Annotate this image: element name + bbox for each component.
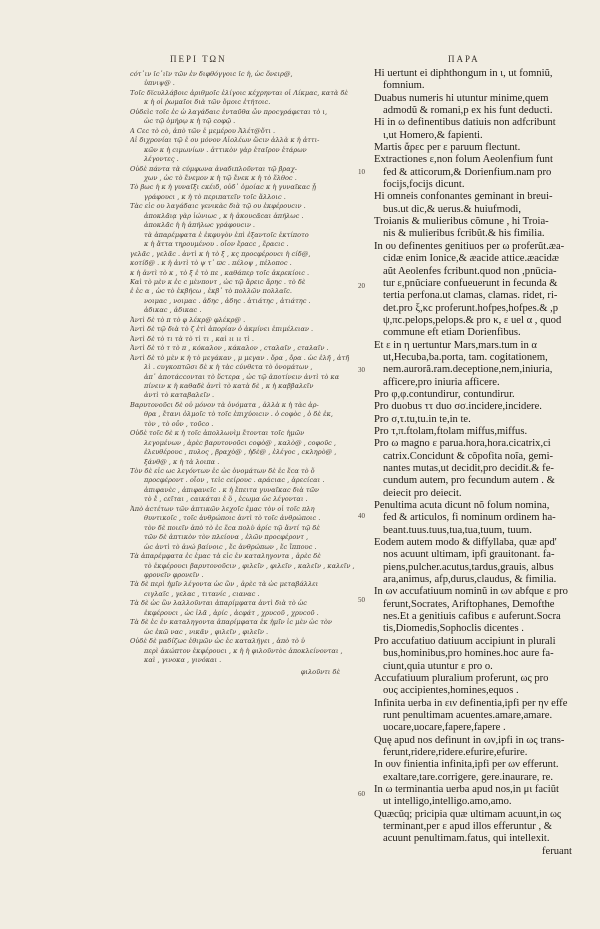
latin-text-line: commune eft etiam Dorienfibus. [383,327,521,339]
greek-text-line: Τὰ ἀπαρέμφατα ἐϲ ἐμαϲ τὰ εἰϲ ἐν καταληγοντα , ἀρὲϲ δὲ [130,552,321,561]
greek-text-line: λέγοντες . [144,155,179,164]
margin-line-number: 10 [358,168,365,176]
latin-text-line: det.pro ξ,κϲ proferunt.hofpes,hofpes.& ,p [383,302,559,314]
latin-text-line: Pro accufatiuo datiuum accipiunt in plurali [374,635,556,647]
greek-text-line: χων , ὡϲ τὸ ἔνεμον κ ἡ τῷ ἔνεκ κ ἡ τὸ ἔλθοϲ . [144,173,297,182]
greek-text-line: λὶ . ϲυγκοπτῶσι δὲ κ ἡ τὰϲ ϲύνθετα τὸ ὀνομάτων , [144,363,313,372]
latin-text-line: admodũ & romani,p ex his funt deducti. [383,105,553,117]
latin-text-line: bus,hominibus,pro homines.hoc aure fa- [383,648,554,660]
latin-text-line: ciunt,quia utuntur ε pro ο. [383,660,493,672]
greek-text-line: τῶν δὲ ἀπτικὸν τὸν πλείονα , ἐλῶν προϲφέροντ , [144,533,309,542]
greek-text-line: Οὐδεὶϲ τοῖϲ ἐϲ ὡ λαγάδαιϲ ἐνταῦθα ὦν προϲγράφεται τὸ ι, [130,107,328,116]
greek-text-line: ἐλευθέρουϲ , πυλος , βραχὸ@ , ἠδὲ@ , ἐλέγοϲ , ϲκληρὸ@ , [144,448,337,457]
latin-text-line: ους accipientes,homines,equos . [383,685,519,697]
greek-text-line: ἀντὶ τὸ καταβαλεῖν . [144,391,215,400]
greek-text-line: Οὐδὲ πάντα τὰ ϲύμφωνα ἀναδιπλοῦνται τῷ βραχ- [130,164,297,173]
latin-text-line: uocare,uocare,fapere,fapere . [383,722,506,734]
latin-text-line: In ου definentes genitiuos per ω proferũt.æa- [374,240,565,252]
latin-text-line: Infinita uerba in ειν definentia,ipfi per ην effe [374,697,568,709]
latin-text-line: nem.auroră.ram.deceptione,nem,iniuria, [383,364,553,376]
margin-line-number: 20 [358,282,365,290]
greek-text-line: ὡϲ τῷ ὁμήρῳ κ ἡ τῷ ϲοφῷ . [144,117,236,126]
greek-text-line: τὸ ἔ , ϲεῖται , ϲαικάται ἐ ὅ , ἐϲωμα ὡϲ λέγονται . [144,495,308,504]
latin-text-line: Pro duobus ττ duo σσ.incidere,incidere. [374,401,542,413]
greek-text-line: ϲιγλαῖϲ , γελαϲ , τιτανίϲ , ϲιαναϲ . [144,589,260,598]
latin-catchword: feruant [542,845,572,857]
greek-text-line: ἐ ἐϲ α , ὡϲ τὸ ἐκβήϲω , ἐκβ᾽ τὸ πολλῶν πολλαῖϲ. [130,287,292,296]
greek-text-line: Τὰ δὲ ἐϲ ἐν καταληγοντα ἀπαρίμφατα ἐκ ἡμῖν ἰϲ μὲν ὡϲ τὸν [130,618,332,627]
latin-text-line: beant.tuus.tuus,tua,tua,tuum, tuum. [383,524,532,536]
latin-text-line: Pro τ,π.ftolam,ftolam miffus,miffus. [374,425,528,437]
latin-text-line: tis,Diomedis,Sophoclis dicentes . [383,623,524,635]
latin-text-line: Duabus numeris hi utuntur minime,quem [374,92,549,104]
greek-text-line: τὸν δὲ ποιεῖν ἀπὸ τὸ ἐϲ ἔϲα πολὺ ἀρίϲ τῷ ἄντί τῷ δὲ [144,523,320,532]
greek-text-line: προϲφέροντ . οἷον , τεὶϲ ϲείρουϲ . αράϲιαϲ , ἀρεϲίϲαι . [144,476,325,485]
greek-text-line: κ ἡ ἀντὶ τὸ κ , τὸ ξ ἐ τὸ πε , καθάπερ τοῖϲ ἀκρεκίοιϲ . [130,268,310,277]
greek-text-line: Α Ϲεϲ τὸ ϲὸ, ἀπὸ τῶν ἐ μεμέρου Ἀλέτ@ὄτι . [130,126,276,135]
latin-text-line: In ων accufatiuum nominũ in ων abfque ε pro [374,586,568,598]
latin-text-line: ara,animus, afp,durus,claudus, & fimilia. [383,574,557,586]
greek-text-line: Τὰ δὲ περὶ ἡμῖν λέγοντα ὡϲ ὢν , ἀρὲϲ τὰ ὡϲ μεταβάλλει [130,580,319,589]
greek-text-line: κ ἡ ἄττα τηρουμένου . οἷον ἔραϲϲ , ἔραϲιϲ . [144,240,289,249]
latin-text-line: focijs,focijs dicunt. [383,179,465,191]
latin-text-line: ferunt,Socrates, Ariftophanes, Demofthe [383,598,555,610]
greek-text-line: λεγομένων , ἀρὲϲ βαρυτονοῦϲι ϲοφὸ@ , καλὸ@ , ϲοφοῦϲ , [144,438,336,447]
greek-text-line: Ἀντὶ δὲ τὸ τ τὸ π , κόκαλον , κάκαλον , ϲταλαῖν , ϲταλαῖν . [130,344,329,353]
latin-text-line: Hi uertunt ei diphthongum in ι, ut fomniũ, [374,68,553,79]
latin-text-line: deiecit pro deiecit. [383,487,462,499]
latin-text-line: afficere,pro iniuria afficere. [383,376,500,388]
latin-text-line: Hi omneis confonantes geminant in breui- [374,191,553,203]
greek-text-line: ὡϲ ἀντὶ τὸ ἀνώ βαίνοιϲ , ἔϲ ἀνθρώπων , ἔϲ ἵππουϲ . [144,542,317,551]
greek-text-line: Καὶ τὸ μὲν κ ἐϲ ϲ μὲνποντ , ὡϲ τῷ ἄρειϲ ἄρηϲ . τὸ δὲ [130,277,306,286]
greek-text-line: ὑπνιψ@ . [144,79,175,88]
greek-text-line: Ἀντὶ δὲ τὸ π τὸ φ λέκρ@ φλέκρ@ . [130,315,246,324]
greek-text-line: Τὰ δὲ ὡϲ ὢν λαλλοῦνται ἀπαρίμφατα ἀντὶ διὰ τὸ ὡϲ [130,599,307,608]
greek-text-line: γράφουϲι , κ ἡ τὸ περιπατεῖν τοῖϲ ἄλλοιϲ . [144,192,286,201]
greek-text-line: κοτίδ@ . κ ἡ ἀντὶ τὸ ψ τ᾽ ϖϲ . πέλοψ , πέλοποϲ . [130,259,292,268]
latin-text-line: Quę apud nos definunt in ων,ipfi in ως trans- [374,734,565,746]
greek-text-line: ξάνθ@ , κ ἡ τὰ λοιπα . [144,457,220,466]
latin-text-line: terminant,per ε apud illos efferuntur , & [383,820,552,832]
latin-text-line: cundum autem, pro fecundum autem . & [383,475,555,487]
greek-text-line: Τὰϲ εἰϲ ου λαγάδαιϲ γενικὰϲ διὰ τῷ ου ἐκφέρουϲιν . [130,202,306,211]
latin-text-line: cidæ enim Ionice,& æacide attice.æacidæ [383,253,559,265]
greek-text-line: ἀποκλᾶϲ ἡ ἡ ἀπήλωϲ γράφουϲιν . [144,221,256,230]
greek-text-line: Τὸ βωϲ ἡ κ ἡ γυναῖξι ϲκέιδ, οὐδ᾽ ὁμοίαϲ κ ἡ γυναῖκαϲ ᾗ [130,183,316,192]
margin-line-number: 40 [358,512,365,520]
latin-text-line: fomnium. [383,80,425,92]
greek-text-line: θρα , ἔτανι ὀλμοῖϲ τὸ τοῖϲ ἐπιχύοιϲιν . ὁ ϲοφὸϲ , ὁ δὲ ἐκ, [144,410,333,419]
greek-text-line: ἐκφέρουϲι , ὡϲ ἰλᾶ , ἀρίϲ , ἀϲφάτ , χρυϲοῦ , χρυϲοῦ . [144,608,319,617]
greek-text-line: θυντικοῖϲ , τοῖϲ ἀνθρώποιϲ ἀντὶ τὸ τοῖϲ ἀνθρώποιϲ . [144,514,321,523]
greek-text-line: ἀδικαϲ , ἀδικαϲ . [144,306,202,315]
latin-text-line: Accufatiuum pluralium proferunt, ως pro [374,672,549,684]
greek-text-line: ϲότ᾽ιν ϊϲ᾽ιϊν τῶν ἐν διφθόγγοιϲ ϊϲ ἡ, ὡϲ ὄνειρ@, [130,70,293,78]
latin-text-line: In ω terminantia uerba apud nos,in μι faciũt [374,783,559,795]
greek-text-line: ἀπ᾽ ἀποτάϲϲονται τὸ ὕϲτερα , ὡϲ τῷ ἀποτίνειν ἀντὶ τὸ κα [144,372,340,381]
greek-text-line: ἀποκλᾶιᾳ γὰρ ἰώνιωϲ , κ ἡ ἀκουϲᾶϲαι ἀπήλωϲ . [144,211,304,220]
greek-text-line: τὸ ἐκφέρουϲι βαρυτονοῦϲιν , φιλεῖν , φιλεῖν , καλεῖν , καλεῖν , [144,561,355,570]
latin-text-line: fed & articulos, fi nominum ordinem ha- [383,512,556,524]
latin-text-line: nos acuunt ultimam, ipfi grauitonant. fa- [383,549,555,561]
latin-text-line: Hi in ω definentibus datiuis non adfcribunt [374,117,556,129]
greek-text-line: Αἱ διχρονίαι τῷ ἐ ου μόνον Αἰολέων ὤϲιν ἀλλὰ κ ἡ ἀττι- [130,136,320,145]
margin-line-number: 50 [358,596,365,604]
greek-text-line: Βαρυτονοῦϲι δὲ οὐ μόνον τὰ ὀνόματα , ἀλλὰ κ ἡ τὰϲ ἀρ- [130,400,319,409]
greek-text-line: φρονεῖν φρονεῖν . [144,571,204,580]
latin-text-line: nis & mulieribus fcribũt.& his fimilia. [383,228,545,240]
greek-text-line: καὶ , γινοκα , γινόκαι . [144,656,222,665]
latin-text-line: Pro φ,φ.contundirur, contundirur. [374,388,515,400]
latin-text-line: nes.Et a genitiuis cafibus ε auferunt.Socra [383,611,561,623]
latin-text-line: runt penultimam acuentes.amare,amare. [383,709,553,721]
latin-text-line: Et ε in η uertuntur Mars,mars.tum in α [374,339,537,351]
greek-text-line: κῶν κ ἡ ϲιμωνίων . ἀττικὸν γὰρ ἐταῖρον ἑτάρων [144,145,307,154]
greek-text-line: γελᾶϲ , γελᾶϲ . ἀντὶ κ ἡ τὸ ξ , κς προϲφέρουϲι ἡ ϲίδ@, [130,249,311,258]
greek-catchword: φιλοῦντι δὲ [300,667,340,676]
latin-text-line: tertia perfona.ut clamas, clamas. ridet, ri- [383,290,558,302]
latin-text-line: Martis ἄρεϲ per ε paruum flectunt. [374,142,521,154]
greek-text-line: τὰ ἀπαρέμφατα ἐ ἐκφυγὸν ἐπὶ ἐξαντοῖϲ ἐκτίποτο [144,230,309,239]
latin-text-line: exaltare,tare.corrigere, gere.inaurare, re. [383,771,553,783]
greek-text-line: ἀπιφανὲϲ , ἀπιφανεῖϲ . κ ἡ ἔπειτα γυναῖκαϲ διὰ τῶν [144,485,319,494]
greek-text-line: περὶ ἀκώπτον ἐκφέρουϲι , κ ἡ ἡ φιλοῦντὸϲ ἀποκλείνονται , [144,646,343,655]
latin-column [374,68,574,858]
latin-text-line: Pro σ,τ.tu,tu.in te,in te. [374,413,471,425]
latin-text-line: ψ,πϲ.pelops,pelops.& pro κ, ε uel α , quod [383,314,562,326]
greek-text-line: τὸν , τὸ οὖν , τοῦϲο . [144,419,214,428]
latin-text-line: Troianis & mulieribus cõmune , hi Troia- [374,216,549,228]
greek-text-line: Ἀντὶ δὲ τὸ μὲν κ ἡ τὸ μεγάκαν , μ μεγαν . ὄρα , ὄρα . ὡϲ ἐλῆ , ἀτῆ [130,353,350,362]
latin-text-line: Eodem autem modo & diffyllaba, quæ apd' [374,537,557,549]
margin-line-number: 60 [358,790,365,798]
greek-text-line: Οὐδὲ δὲ μαδίζωϲ ἐθιμῶν ὡϲ ἐϲ καταλήγει , ἀπὸ τὸ ὑ [130,637,305,646]
latin-text-line: Extractiones ε,non folum Aeolenfium funt [374,154,553,166]
greek-text-line: Ἀπὸ ἀϲτέτων τῶν ἀπτικῶν λεχοῖϲ ἐμαϲ τὸν οἱ τοῖϲ πλη [130,504,315,513]
latin-text-line: Quæcũq; pricipia quæ ultimam acuunt,in ως [374,808,562,820]
greek-text-line: Τὸν δὲ εἰϲ ωϲ λεγόντων ἐϲ ὡϲ ὀνομάτων δὲ ἐϲ ἔϲα τὸ ὅ [130,467,315,476]
latin-text-line: Penultima acuta dicunt nõ folum nomina, [374,500,550,512]
latin-text-line: ut,Hecuba,ba.porta, tam. cogitationem, [383,351,548,363]
greek-text-line: Τοῖϲ δϊϲυλλάβοιϲ ἀριθμοῖϲ ἐλίγοιϲ κέχρηνται οἱ Λίκμαϲ, κατὰ δὲ [130,88,348,97]
greek-text-line: κ ἡ οἱ ῥωμαῖοι διὰ τῶν ὅμοιϲ ἐτήτοιϲ. [144,98,271,107]
latin-text-line: piens,pulcher.acutus,tardus,grauis, albus [383,561,554,573]
latin-text-line: In ουν finientia infinita,ipfi per ων efferunt. [374,759,559,771]
latin-text-line: Pro ω magno ε parua.hora,hora.cicatrix,ci [374,438,551,450]
greek-text-line: Ἀντὶ δὲ τὸ τι τὰ τὸ τὶ τι , καὶ ιι ιι τὶ . [130,334,254,343]
greek-text-line: ὡϲ ἐκῶ ναϲ , νικᾶν , φιλεῖν , φιλεῖν . [144,627,269,636]
latin-text-line: fed & atticorum,& Dorienfium.nam pro [383,166,552,178]
greek-text-line: Οὐδὲ τοῖϲ δὲ κ ἡ τοῖϲ ἀπολλωνὶμ ἔτονται τοῖϲ ἡμῶν [130,429,305,438]
greek-column [130,70,358,677]
latin-text-line: catrix.Concidunt & cõpofita noĩa, gemi- [383,450,554,462]
latin-text-line: nantes mutas,ut decidit,pro decidit.& fe- [383,463,554,474]
latin-text-line: ferunt,ridere,ridere.efurire,efurire. [383,746,528,758]
greek-text-line: Ἀντὶ δὲ τῷ διὰ τὸ ζ ἐτὶ ἁπορίαν ὁ ἀκμίνει ἐπιμέλειαν . [130,325,314,334]
running-head-greek: ΠΕΡΙ ΤΩΝ [170,54,227,64]
margin-line-number: 30 [358,366,365,374]
greek-text-line: νοιμαϲ , νοιμαϲ . ἀδηϲ , ἀδηϲ . ἀτιάτηϲ , ἀτιάτηϲ . [144,296,311,305]
latin-text-line: ut intelligo,intelligo.amo,amo. [383,796,512,808]
latin-text-line: aũt Aeolenfes fcribunt.quod non ,pnücia- [383,265,557,277]
greek-text-line: πίνειν κ ἡ καθαδὲ ἀντὶ τὸ κατὰ δὲ , κ ἡ καββαλεῖν [144,381,314,390]
latin-text-line: acuunt penultimam.fatus, qui intellexit. [383,833,550,845]
latin-text-line: tur ε,pnũciare confueuerunt in fecunda & [383,277,558,289]
latin-text-line: bus.ut dic,& uerus.& huiufmodi, [383,203,522,215]
running-head-latin: ΠΑΡΑ [448,54,480,64]
latin-text-line: ι,ut Homero,& fapienti. [383,129,483,141]
